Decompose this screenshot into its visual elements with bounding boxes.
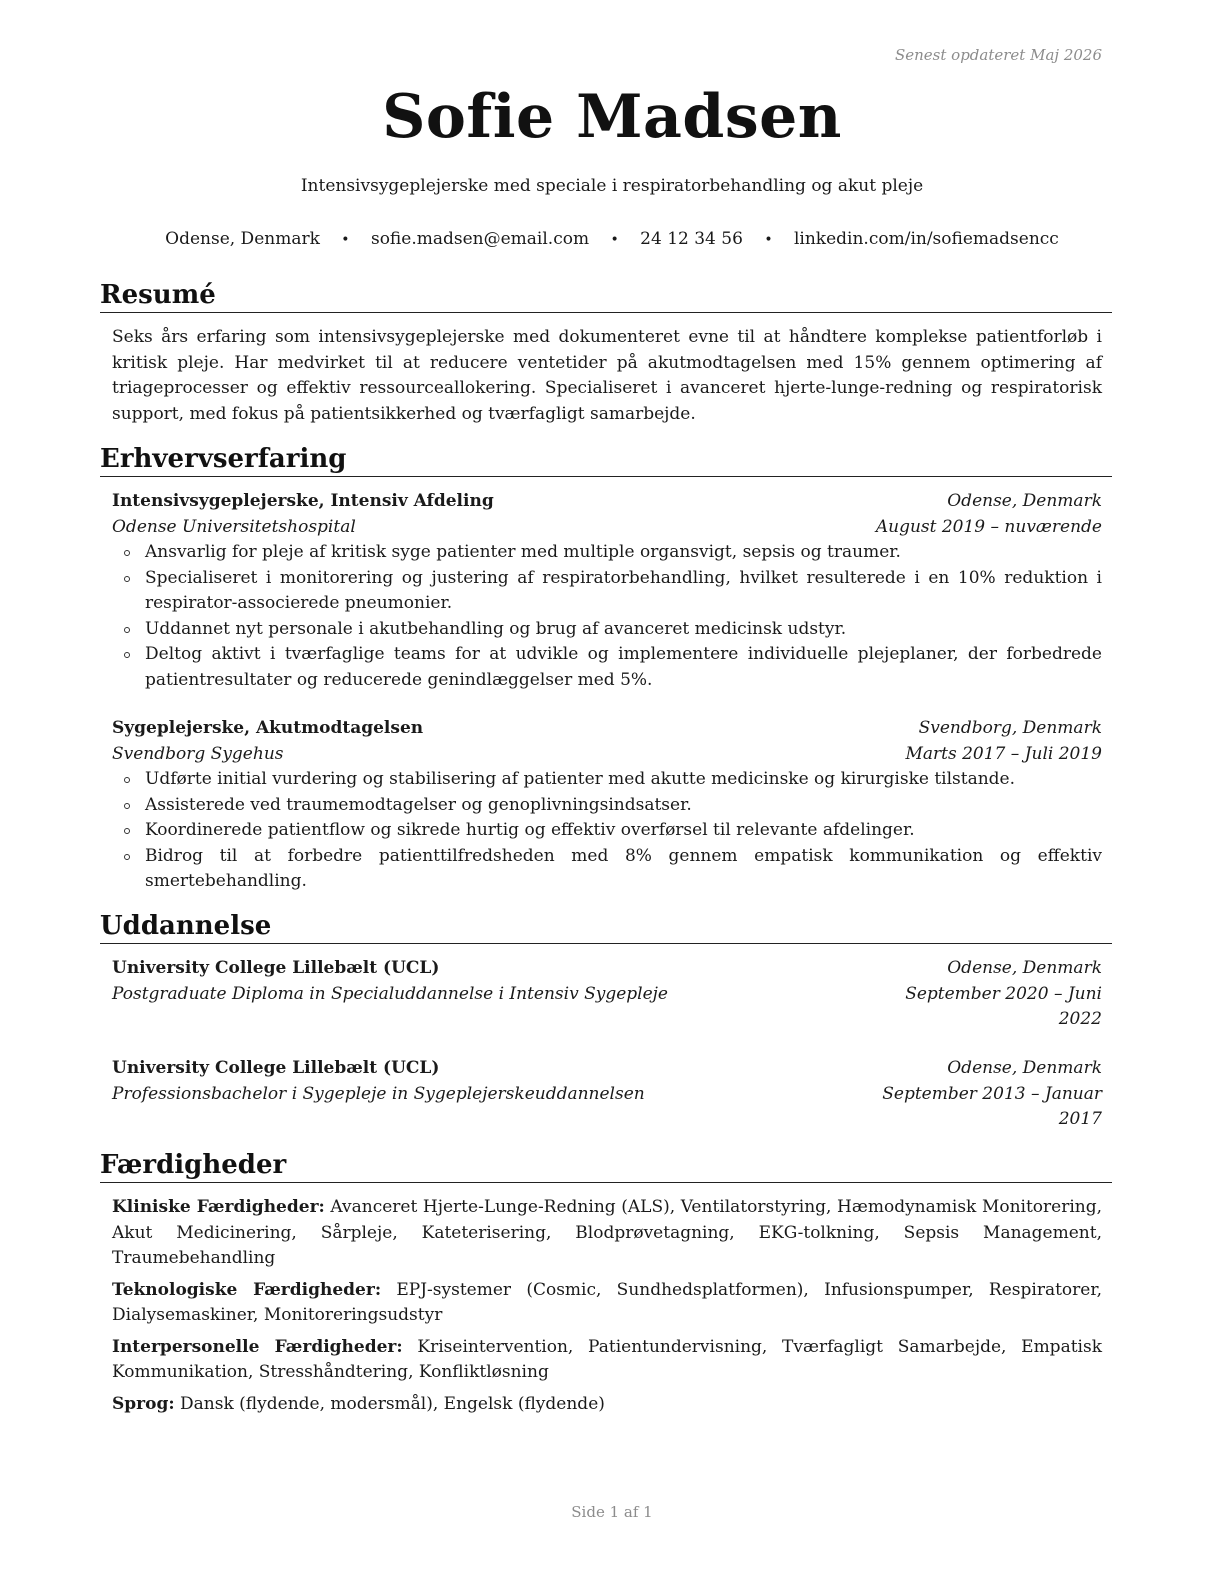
list-item: Ansvarlig for pleje af kritisk syge patienter med multiple organsvigt, sepsis og traumer. — [112, 540, 1102, 566]
skill-group-label: Interpersonelle Færdigheder: — [112, 1336, 403, 1357]
job-subheader-row — [112, 742, 1102, 768]
bullet-separator: • — [610, 232, 619, 248]
skill-group-text: Avanceret Hjerte-Lunge-Redning (ALS), Ventilatorstyring, Hæmodynamisk Monitorering, Akut Medicinering, Sårpleje, Kateterisering, Blodprøvetagning, EKG-tolkning, Sepsis Management, Traumebehandling — [112, 1197, 1103, 1268]
job-bullets — [112, 767, 1102, 895]
list-item: Assisterede ved traumemodtagelser og genoplivningsindsatser. — [112, 793, 1102, 819]
education-location: Odense, Denmark — [947, 958, 1102, 978]
job-bullets — [112, 540, 1102, 693]
list-item: Udførte initial vurdering og stabilisering af patienter med akutte medicinske og kirurgiske tilstande. — [112, 767, 1102, 793]
education-dates-line: 2017 — [1058, 1109, 1102, 1129]
job-entry — [112, 489, 1102, 693]
skill-group-label: Kliniske Færdigheder: — [112, 1197, 325, 1217]
job-employer: Odense Universitetshospital — [112, 516, 356, 537]
job-location: Odense, Denmark — [947, 491, 1102, 511]
education-dates — [905, 982, 1102, 1033]
contact-phone: 24 12 34 56 — [640, 229, 743, 249]
education-location: Odense, Denmark — [947, 1058, 1102, 1078]
section-title-summary: Resumé — [100, 279, 1112, 313]
last-updated: Senest opdateret Maj 2026 — [894, 46, 1102, 64]
skill-group-text: Dansk (flydende, modersmål), Engelsk (flydende) — [180, 1393, 605, 1414]
list-item: Uddannet nyt personale i akutbehandling og brug af avanceret medicinsk udstyr. — [112, 617, 1102, 643]
job-role: Intensivsygeplejerske, Intensiv Afdeling — [112, 491, 494, 511]
section-title-experience: Erhvervserfaring — [100, 443, 1112, 477]
section-title-education: Uddannelse — [100, 910, 1112, 944]
skill-group-label: Sprog: — [112, 1393, 175, 1414]
job-header-row — [112, 716, 1102, 742]
bullet-separator: • — [764, 232, 773, 248]
skill-group — [112, 1335, 1102, 1386]
education-degree: Postgraduate Diploma in Specialuddannelse i Intensiv Sygepleje — [112, 983, 668, 1004]
education-dates-line: September 2013 – Januar — [882, 1083, 1102, 1104]
job-header-row — [112, 489, 1102, 515]
list-item: Koordinerede patientflow og sikrede hurtig og effektiv overførsel til relevante afdelinger. — [112, 818, 1102, 844]
job-role: Sygeplejerske, Akutmodtagelsen — [112, 718, 424, 738]
list-item: Specialiseret i monitorering og justering af respiratorbehandling, hvilket resulterede i en 10% reduktion i respirator-associerede pneumonier. — [112, 566, 1102, 617]
contact-linkedin[interactable]: linkedin.com/in/sofiemadsencc — [793, 229, 1059, 249]
tagline: Intensivsygeplejerske med speciale i respiratorbehandling og akut pleje — [300, 176, 924, 196]
education-header-row — [112, 1056, 1102, 1082]
job-location: Svendborg, Denmark — [918, 718, 1102, 738]
summary-text: Seks års erfaring som intensivsygeplejerske med dokumenteret evne til at håndtere komplekse patientforløb i kritisk pleje. Har medvirket til at reducere ventetider på akutmodtagelsen med 15% gennem optimering af triageprocesser og effektiv ressourceallokering. Specialiseret i avanceret hjerte-lunge-redning og respiratorisk support, med fokus på patientsikkerhed og tværfagligt samarbejde. — [112, 327, 1102, 424]
skill-group — [112, 1392, 1102, 1418]
summary-block — [112, 325, 1102, 427]
education-subheader-row — [112, 982, 1102, 1033]
skills-block — [112, 1195, 1102, 1423]
education-dates-line: 2022 — [1058, 1009, 1102, 1029]
candidate-name: Sofie Madsen — [382, 82, 842, 152]
education-degree: Professionsbachelor i Sygepleje in Sygeplejerskeuddannelsen — [112, 1083, 645, 1104]
education-school: University College Lillebælt (UCL) — [112, 1058, 440, 1078]
job-dates: Marts 2017 – Juli 2019 — [905, 743, 1102, 764]
education-school: University College Lillebælt (UCL) — [112, 958, 440, 978]
education-dates — [882, 1082, 1102, 1133]
education-entry — [112, 1056, 1102, 1133]
list-item: Deltog aktivt i tværfaglige teams for at udvikle og implementere individuelle plejeplaner, der forbedrede patientresultater og reducerede genindlæggelser med 5%. — [112, 642, 1102, 693]
skill-group — [112, 1195, 1102, 1272]
page-number: Side 1 af 1 — [571, 1503, 653, 1521]
list-item: Bidrog til at forbedre patienttilfredsheden med 8% gennem empatisk kommunikation og effektiv smertebehandling. — [112, 844, 1102, 895]
skill-group-label: Teknologiske Færdigheder: — [112, 1279, 382, 1300]
skill-group-text: Kriseintervention, Patientundervisning, Tværfagligt Samarbejde, Empatisk Kommunikation, Stresshåndtering, Konfliktløsning — [112, 1336, 1102, 1382]
bullet-separator: • — [341, 232, 350, 248]
education-header-row — [112, 956, 1102, 982]
section-title-skills: Færdigheder — [100, 1149, 1112, 1183]
skill-group-text: EPJ-systemer (Cosmic, Sundhedsplatformen), Infusionspumper, Respiratorer, Dialysemaskiner, Monitoreringsudstyr — [112, 1279, 1102, 1325]
job-entry — [112, 716, 1102, 895]
contact-email[interactable]: sofie.madsen@email.com — [370, 229, 590, 249]
job-employer: Svendborg Sygehus — [112, 743, 284, 764]
education-dates-line: September 2020 – Juni — [905, 983, 1102, 1004]
job-subheader-row — [112, 515, 1102, 541]
job-dates: August 2019 – nuværende — [875, 516, 1102, 537]
education-subheader-row — [112, 1082, 1102, 1133]
education-entry — [112, 956, 1102, 1033]
skill-group — [112, 1278, 1102, 1329]
contact-line — [0, 229, 1224, 249]
contact-location: Odense, Denmark — [165, 229, 320, 249]
